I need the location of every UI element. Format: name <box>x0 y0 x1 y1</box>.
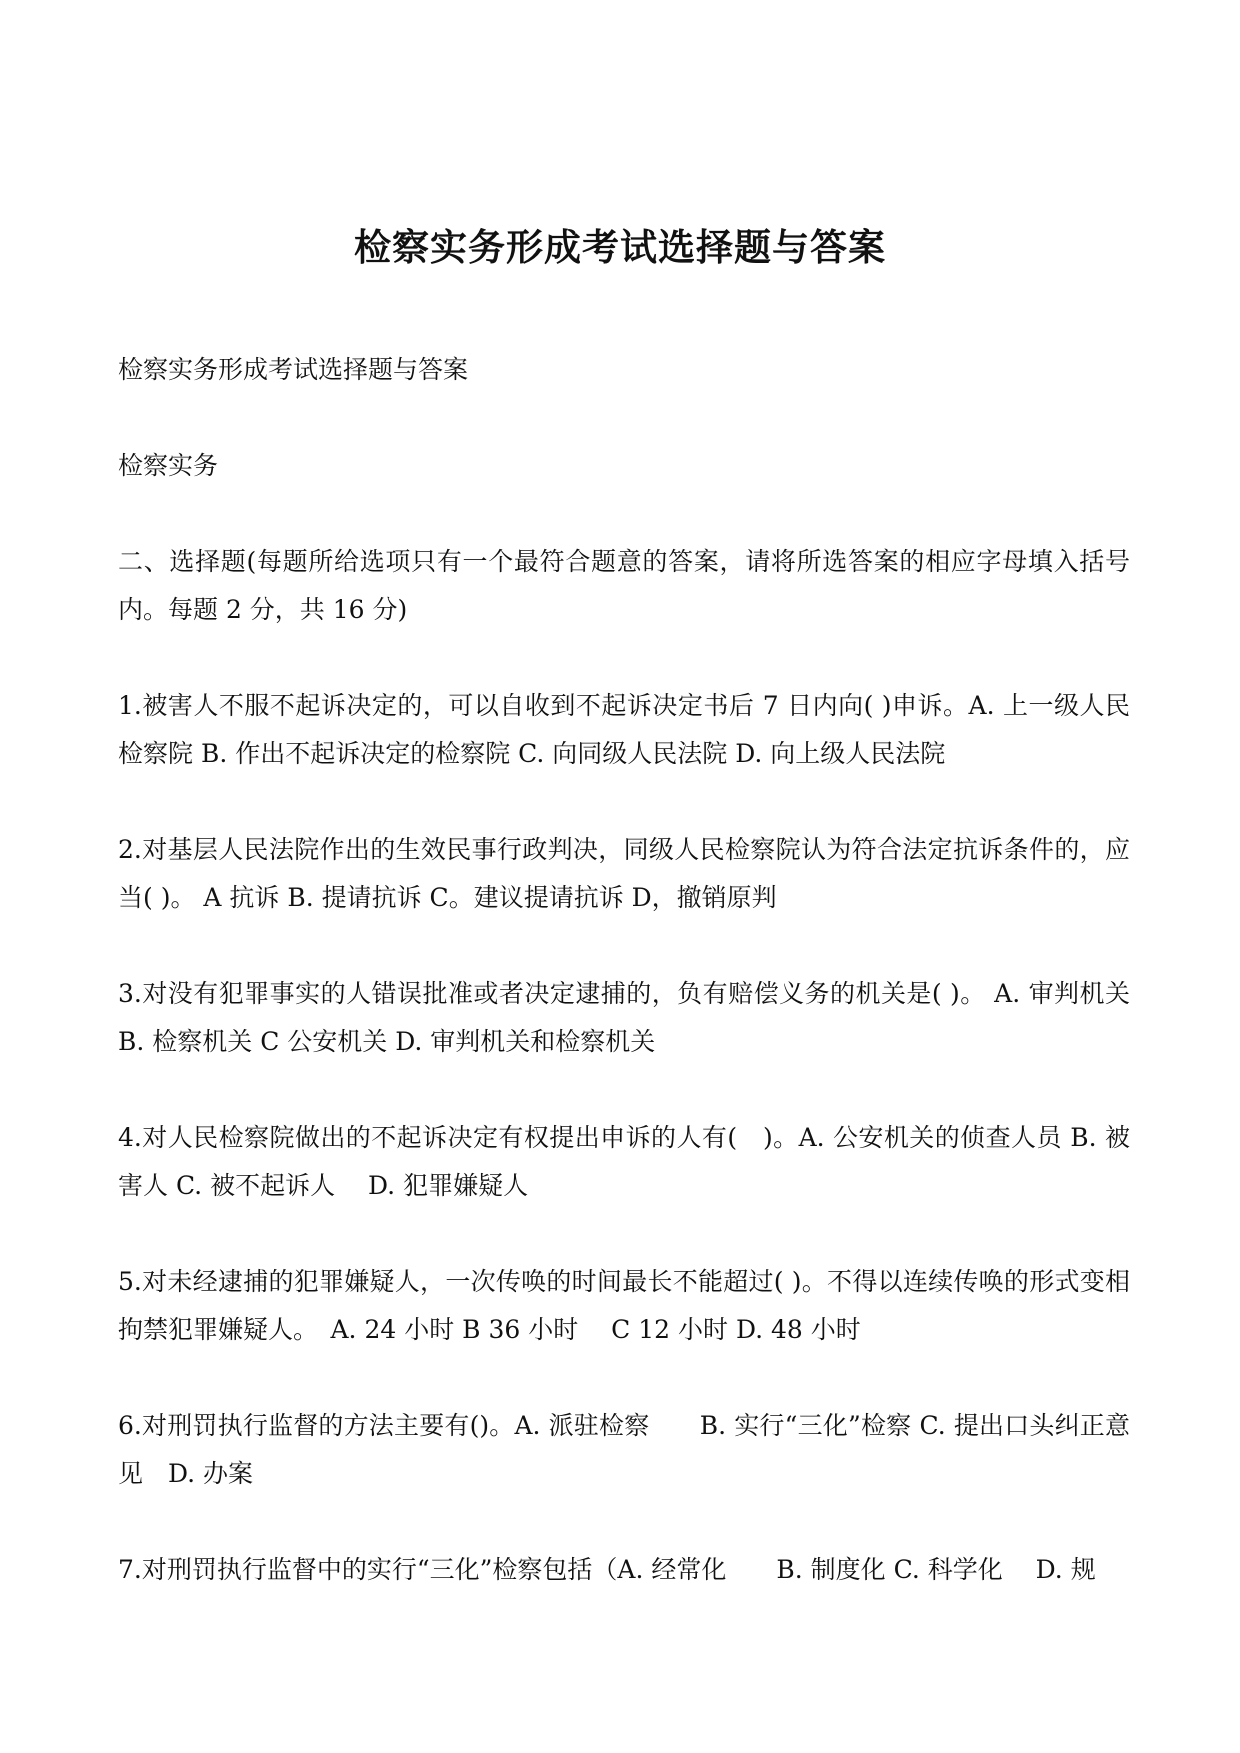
question-7: 7.对刑罚执行监督中的实行“三化”检察包括（A. 经常化 B. 制度化 C. 科学化 D. 规 <box>118 1555 1096 1584</box>
section-label-paragraph: 检察实务 <box>118 451 219 480</box>
subtitle-paragraph: 检察实务形成考试选择题与答案 <box>118 355 469 384</box>
question-4: 4.对人民检察院做出的不起诉决定有权提出申诉的人有( )。A. 公安机关的侦查人员 B. 被害人 C. 被不起诉人 D. 犯罪嫌疑人 <box>118 1123 1130 1200</box>
document-body <box>118 346 1130 1642</box>
question-1: 1.被害人不服不起诉决定的，可以自收到不起诉决定书后 7 日内向( )申诉。A. 上一级人民检察院 B. 作出不起诉决定的检察院 C. 向同级人民法院 D. 向上级人民法院 <box>118 691 1130 768</box>
question-2: 2.对基层人民法院作出的生效民事行政判决，同级人民检察院认为符合法定抗诉条件的，应当( )。 A 抗诉 B. 提请抗诉 C。建议提请抗诉 D，撤销原判 <box>118 835 1130 912</box>
question-3: 3.对没有犯罪事实的人错误批准或者决定逮捕的，负有赔偿义务的机关是( )。 A. 审判机关 B. 检察机关 C 公安机关 D. 审判机关和检察机关 <box>118 979 1130 1056</box>
question-6: 6.对刑罚执行监督的方法主要有()。A. 派驻检察 B. 实行“三化”检察 C. 提出口头纠正意见 D. 办案 <box>118 1411 1130 1488</box>
question-5: 5.对未经逮捕的犯罪嫌疑人，一次传唤的时间最长不能超过( )。不得以连续传唤的形式变相拘禁犯罪嫌疑人。 A. 24 小时 B 36 小时 C 12 小时 D. 48 小时 <box>118 1267 1130 1344</box>
instructions-paragraph: 二、选择题(每题所给选项只有一个最符合题意的答案，请将所选答案的相应字母填入括号内。每题 2 分，共 16 分) <box>118 547 1130 624</box>
document-title: 检察实务形成考试选择题与答案 <box>354 225 886 269</box>
